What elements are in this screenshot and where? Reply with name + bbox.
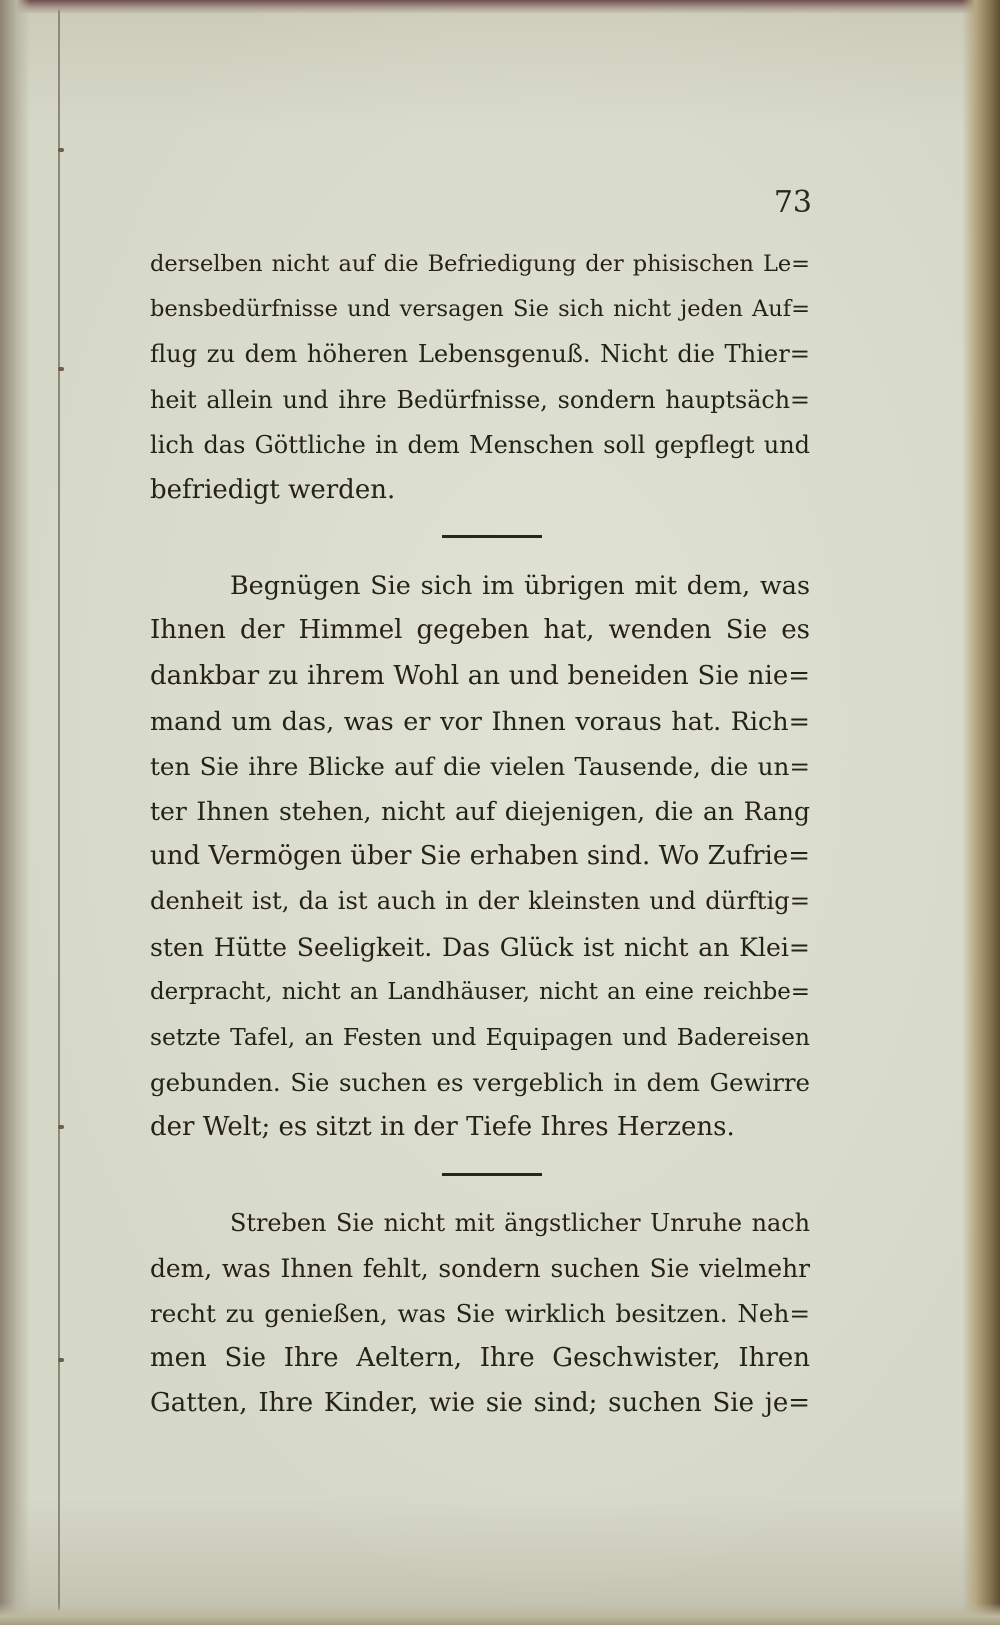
text-line: dem, was Ihnen fehlt, sondern suchen Sie vielmehr	[150, 1253, 810, 1283]
text-line: sten Hütte Seeligkeit. Das Glück ist nicht an Klei=	[150, 932, 810, 962]
text-line: derpracht, nicht an Landhäuser, nicht an eine reichbe=	[150, 978, 810, 1005]
text-line: ten Sie ihre Blicke auf die vielen Tausende, die un=	[150, 751, 810, 781]
text-line: setzte Tafel, an Festen und Equipagen und Badereisen	[150, 1023, 810, 1051]
text-line: ter Ihnen stehen, nicht auf diejenigen, die an Rang	[150, 797, 810, 827]
text-line: lich das Göttliche in dem Menschen soll gepflegt und	[150, 430, 810, 459]
text-line: bensbedürfnisse und versagen Sie sich nicht jeden Auf=	[150, 296, 810, 323]
text-line: befriedigt werden.	[150, 474, 396, 505]
text-line: derselben nicht auf die Befriedigung der phisischen Le=	[150, 251, 810, 277]
text-line: gebunden. Sie suchen es vergeblich in dem Gewirre	[150, 1068, 810, 1098]
text-line: denheit ist, da ist auch in der kleinsten und dürftig=	[150, 887, 810, 916]
binding-thread-marks	[52, 0, 72, 1625]
text-line: und Vermögen über Sie erhaben sind. Wo Zufrie=	[150, 841, 810, 872]
page-right-edge	[962, 0, 1000, 1625]
text-line: Gatten, Ihre Kinder, wie sie sind; suchen Sie je=	[150, 1388, 810, 1419]
text-line: dankbar zu ihrem Wohl an und beneiden Sie nie=	[150, 660, 810, 691]
text-line: heit allein und ihre Bedürfnisse, sondern hauptsäch=	[150, 385, 810, 414]
page-number: 73	[773, 185, 812, 220]
text-line: Begnügen Sie sich im übrigen mit dem, was	[230, 570, 810, 601]
section-divider	[442, 1173, 542, 1176]
section-divider	[442, 535, 542, 538]
text-line: men Sie Ihre Aeltern, Ihre Geschwister, Ihren	[150, 1343, 810, 1374]
page-left-edge	[0, 0, 30, 1625]
page-top-edge	[0, 0, 1000, 14]
page-bottom-edge	[0, 1603, 1000, 1625]
paragraph-1	[150, 242, 810, 513]
text-line: mand um das, was er vor Ihnen voraus hat. Rich=	[150, 705, 810, 736]
text-line: recht zu genießen, was Sie wirklich besitzen. Neh=	[150, 1298, 810, 1328]
body-text	[150, 242, 810, 1427]
text-line: der Welt; es sitzt in der Tiefe Ihres Herzens.	[150, 1112, 735, 1143]
text-line: flug zu dem höheren Lebensgenuß. Nicht die Thier=	[150, 340, 810, 369]
text-line: Ihnen der Himmel gegeben hat, wenden Sie es	[150, 615, 810, 646]
paragraph-2	[150, 563, 810, 1150]
text-line: Streben Sie nicht mit ängstlicher Unruhe nach	[230, 1208, 810, 1237]
paragraph-3	[150, 1201, 810, 1427]
